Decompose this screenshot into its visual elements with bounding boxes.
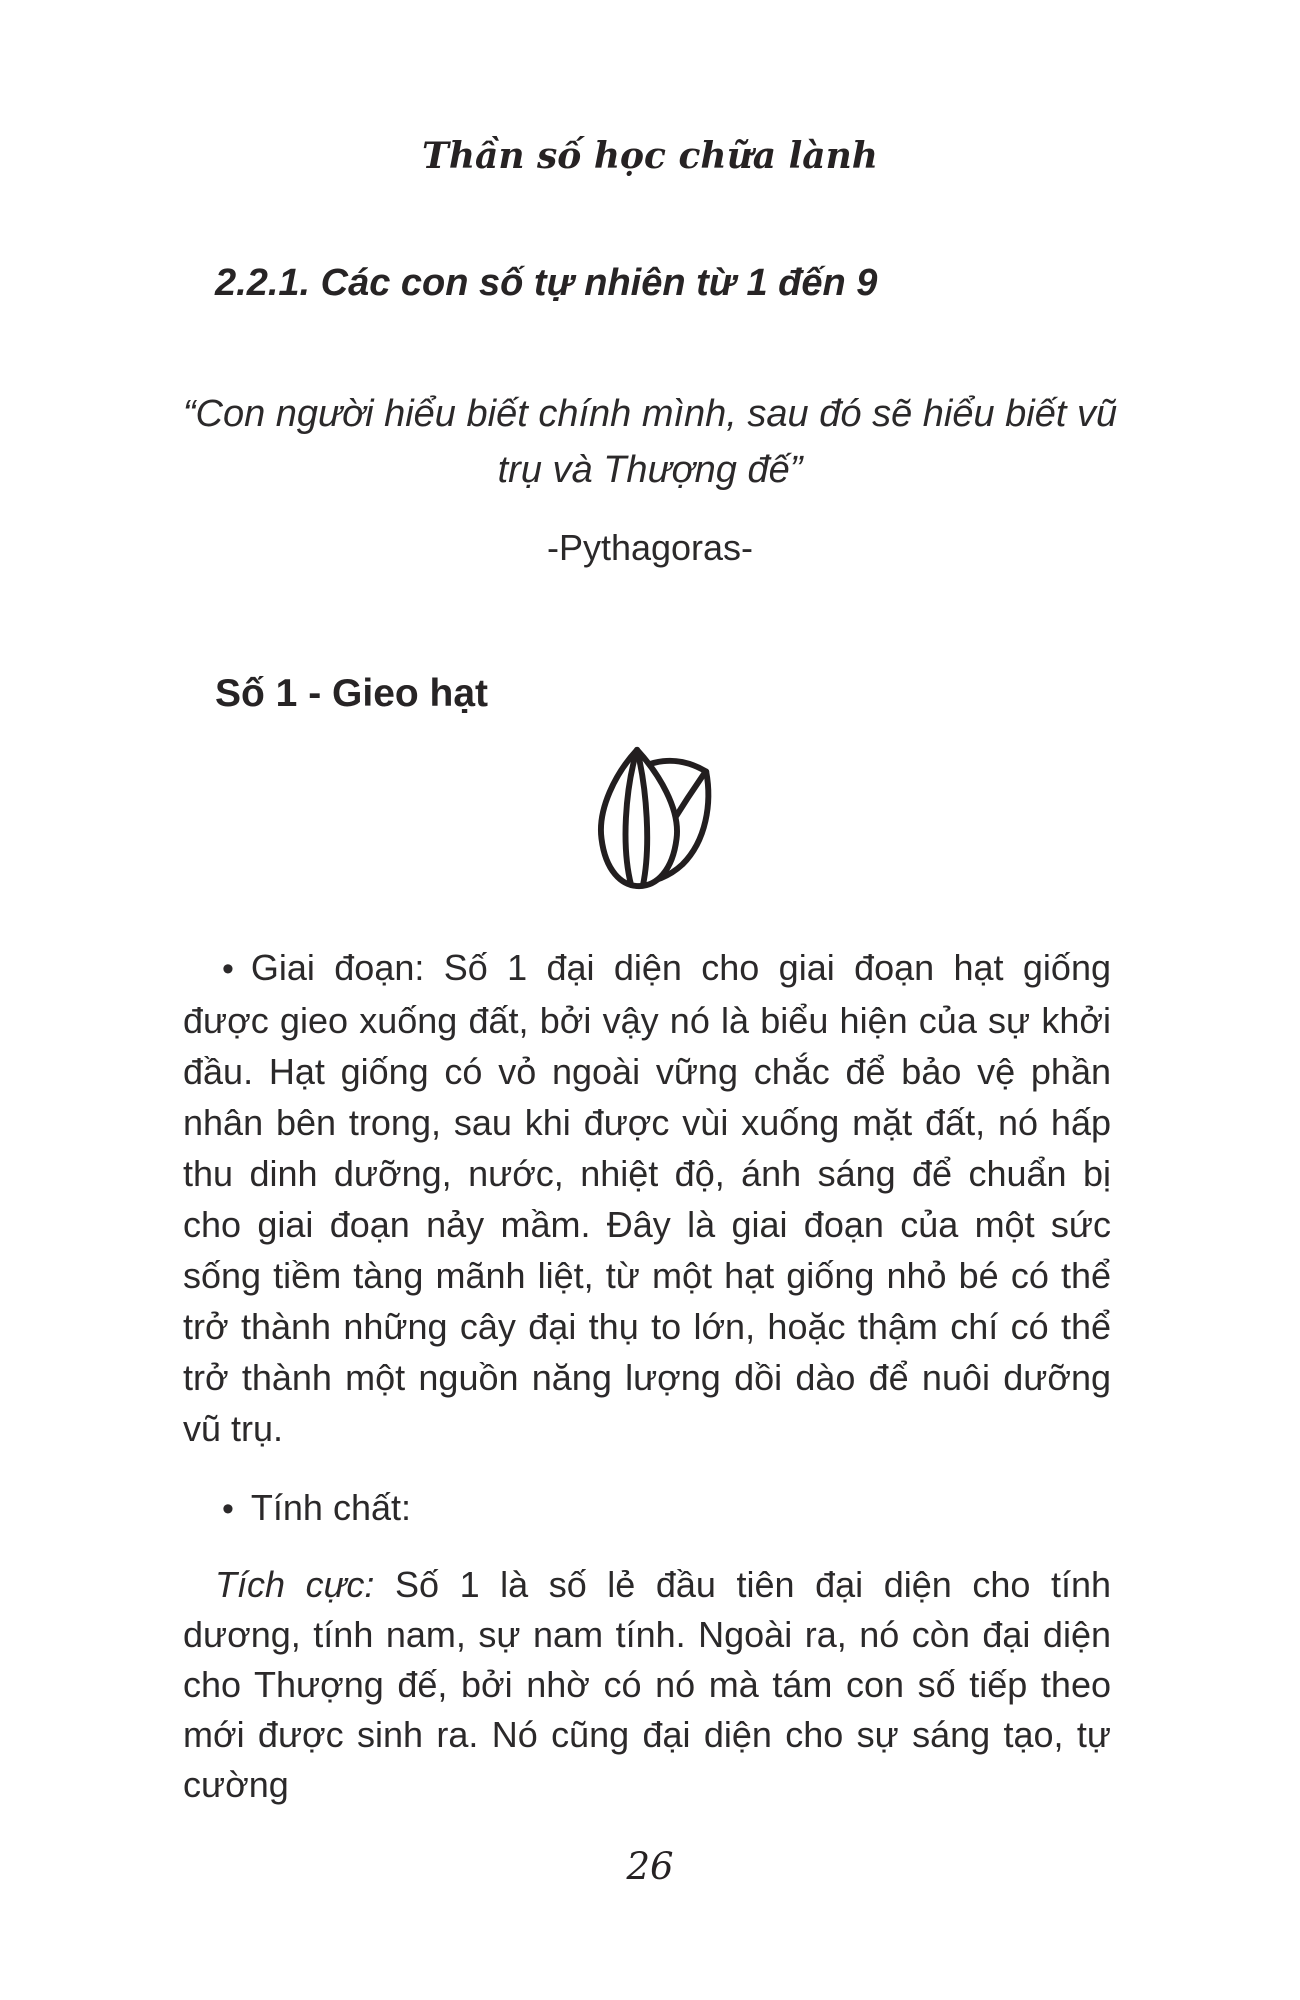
positive-paragraph bbox=[183, 1560, 1111, 1810]
stage-paragraph bbox=[183, 942, 1111, 1454]
positive-text: Số 1 là số lẻ đầu tiên đại diện cho tính dương, tính nam, sự nam tính. Ngoài ra, nó còn đại diện cho Thượng đế, bởi nhờ có nó mà tám con số tiếp theo mới được sinh ra. Nó cũng đại diện cho sự sáng tạo, tự cường bbox=[183, 1564, 1112, 1805]
bullet-icon: • bbox=[222, 950, 234, 988]
page-number: 26 bbox=[626, 1845, 674, 1888]
quote-block bbox=[170, 386, 1130, 498]
properties-line bbox=[183, 1482, 1111, 1535]
properties-label: Tính chất: bbox=[250, 1487, 411, 1528]
section-heading: 2.2.1. Các con số tự nhiên từ 1 đến 9 bbox=[215, 262, 878, 304]
quote-attribution: -Pythagoras- bbox=[546, 527, 754, 568]
quote-line: trụ và Thượng đế” bbox=[497, 449, 803, 491]
positive-lead: Tích cực: bbox=[215, 1564, 375, 1605]
quote-line: “Con người hiểu biết chính mình, sau đó sẽ hiểu biết vũ bbox=[182, 393, 1118, 435]
seed-icon bbox=[562, 736, 720, 894]
running-head: Thần số học chữa lành bbox=[422, 135, 878, 177]
number-one-heading: Số 1 - Gieo hạt bbox=[215, 672, 489, 715]
stage-text: Giai đoạn: Số 1 đại diện cho giai đoạn hạt giống được gieo xuống đất, bởi vậy nó là biểu hiện của sự khởi đầu. Hạt giống có vỏ ngoài vững chắc để bảo vệ phần nhân bên trong, sau khi được vùi xuống mặt đất, nó hấp thu dinh dưỡng, nước, nhiệt độ, ánh sáng để chuẩn bị cho giai đoạn nảy mầm. Đây là giai đoạn của một sức sống tiềm tàng mãnh liệt, từ một hạt giống nhỏ bé có thể trở thành những cây đại thụ to lớn, hoặc thậm chí có thể trở thành một nguồn năng lượng dồi dào để nuôi dưỡng vũ trụ. bbox=[183, 947, 1111, 1449]
bullet-icon: • bbox=[222, 1490, 234, 1528]
